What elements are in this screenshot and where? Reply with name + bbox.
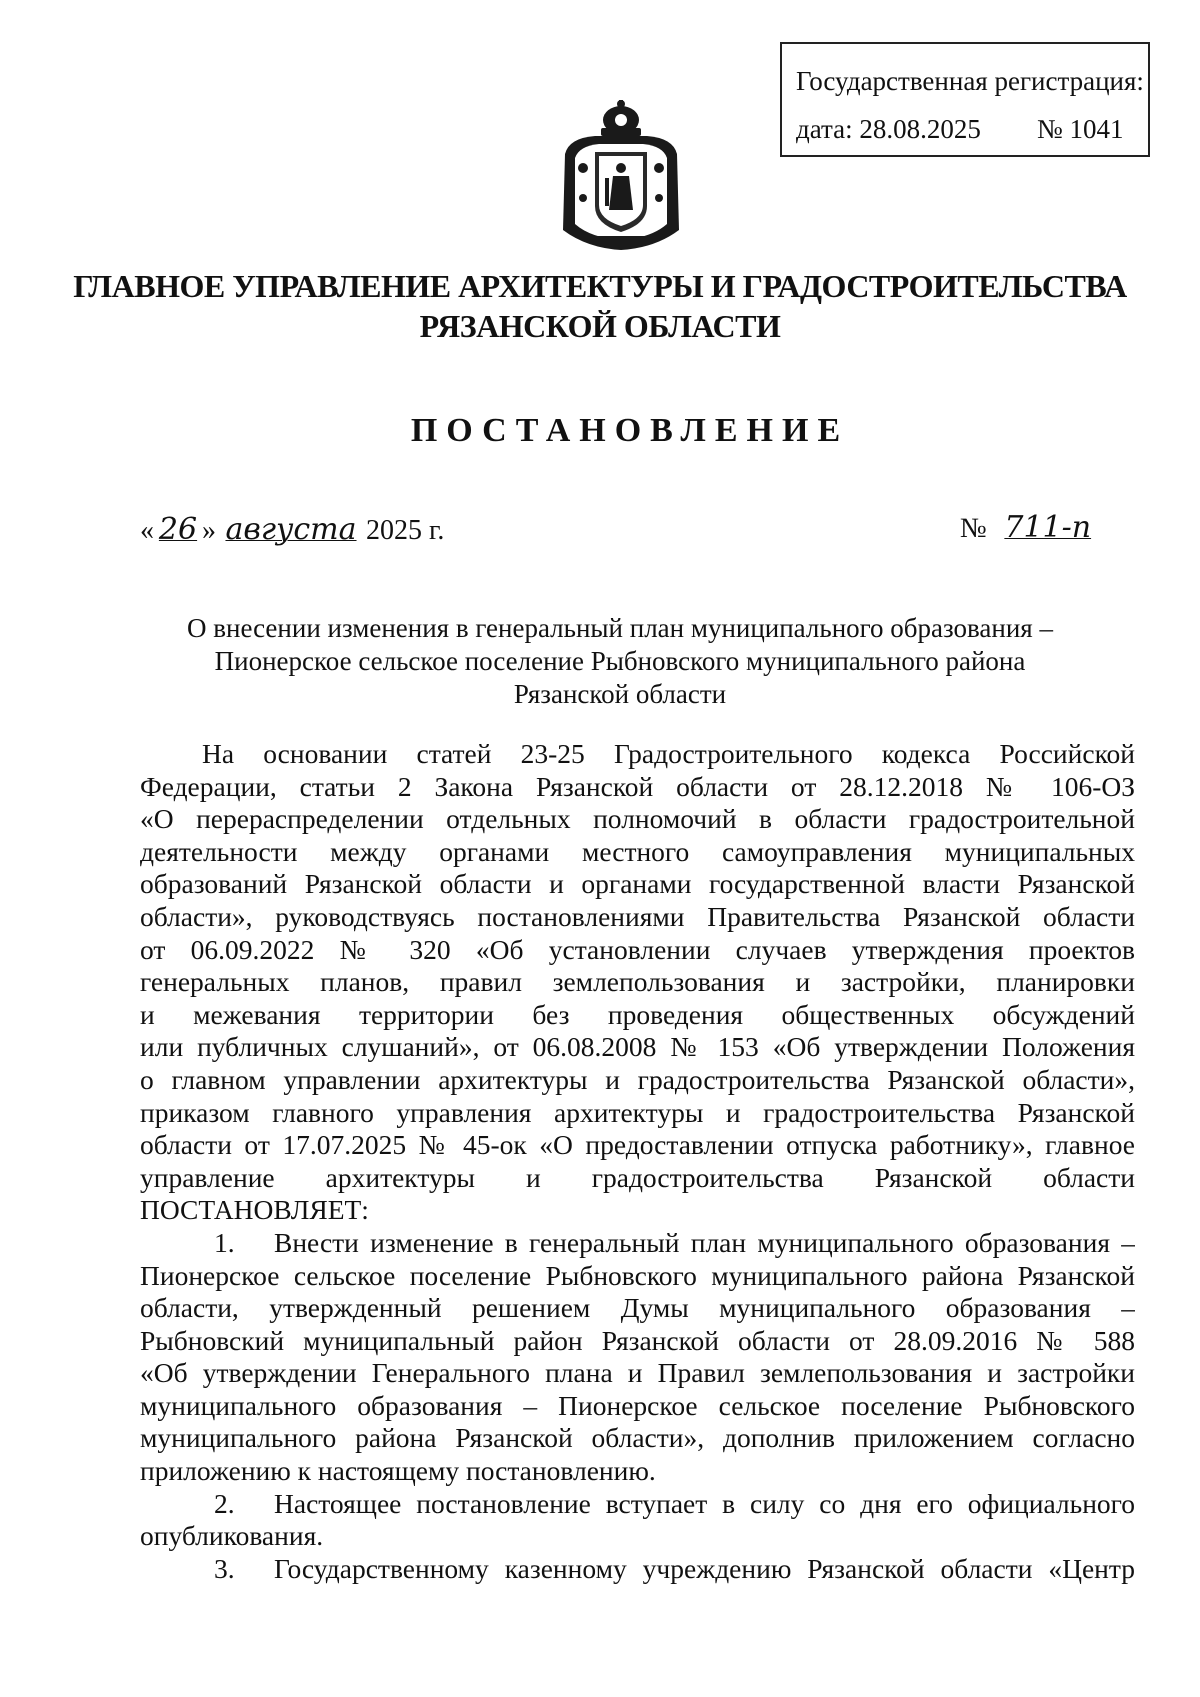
item-2-first-line <box>140 1488 1135 1521</box>
body-line: «Об утверждении Генерального плана и Правил землепользования и застройки <box>140 1357 1135 1389</box>
item-number: 1. <box>214 1226 235 1258</box>
body-line: управление архитектуры и градостроительства Рязанской области <box>140 1161 1135 1193</box>
registration-date: дата: 28.08.2025 <box>796 114 981 144</box>
document-type: ПОСТАНОВЛЕНИЕ <box>410 412 850 449</box>
handwritten-day: 26 <box>158 512 198 547</box>
body-line: На основании статей 23-25 Градостроительного кодекса Российской <box>202 738 1135 769</box>
document-body <box>140 738 1135 1585</box>
document-subject <box>120 612 1120 711</box>
item-text: Настоящее постановление вступает в силу со дня его официального <box>274 1487 1135 1519</box>
registration-title: Государственная регистрация: <box>796 66 1144 96</box>
organization-title-line-2: РЯЗАНСКОЙ ОБЛАСТИ <box>419 308 781 344</box>
item-text: Внести изменение в генеральный план муниципального образования – <box>274 1226 1135 1258</box>
body-line: приложению к настоящему постановлению. <box>140 1455 656 1487</box>
state-registration-stamp <box>780 42 1150 157</box>
body-line: Рыбновский муниципальный район Рязанской области от 28.09.2016 № 588 <box>140 1324 1135 1356</box>
number-label: № <box>960 513 987 544</box>
subject-line: О внесении изменения в генеральный план муниципального образования – <box>187 613 1053 643</box>
body-line: или публичных слушаний», от 06.08.2008 № 153 «Об утверждении Положения <box>140 1031 1135 1063</box>
date-open-quote: « <box>140 515 154 546</box>
body-line: приказом главного управления архитектуры и градостроительства Рязанской <box>140 1096 1135 1128</box>
organization-title-line-1: ГЛАВНОЕ УПРАВЛЕНИЕ АРХИТЕКТУРЫ И ГРАДОСТРОИТЕЛЬСТВА <box>73 268 1127 304</box>
document-date <box>140 512 444 547</box>
date-year: 2025 г. <box>366 515 445 546</box>
decree-word: ПОСТАНОВЛЯЕТ: <box>140 1194 369 1226</box>
registration-number: № 1041 <box>1037 114 1124 144</box>
handwritten-number: 711-п <box>1004 510 1092 545</box>
body-line: «О перераспределении отдельных полномочий в области градостроительной <box>140 803 1135 835</box>
body-line: деятельности между органами местного самоуправления муниципальных <box>140 835 1135 867</box>
item-text: Государственному казенному учреждению Рязанской области «Центр <box>274 1552 1135 1584</box>
item-number: 2. <box>214 1487 235 1519</box>
body-line: опубликования. <box>140 1520 324 1552</box>
subject-line: Пионерское сельское поселение Рыбновского муниципального района <box>214 646 1026 676</box>
body-line: области», руководствуясь постановлениями Правительства Рязанской области <box>140 900 1135 932</box>
item-number: 3. <box>214 1552 235 1584</box>
body-line: области от 17.07.2025 № 45-ок «О предоставлении отпуска работнику», главное <box>140 1129 1135 1161</box>
ryazan-coat-of-arms-icon <box>555 98 687 256</box>
body-line: области, утвержденный решением Думы муниципального образования – <box>140 1292 1135 1324</box>
body-line: муниципального района Рязанской области», дополнив приложением согласно <box>140 1422 1135 1454</box>
body-line: и межевания территории без проведения общественных обсуждений <box>140 998 1135 1030</box>
body-line: Пионерское сельское поселение Рыбновского муниципального района Рязанской <box>140 1259 1135 1291</box>
body-line: Федерации, статьи 2 Закона Рязанской области от 28.12.2018 № 106-ОЗ <box>140 770 1135 802</box>
document-number <box>960 510 1103 545</box>
body-line: от 06.09.2022 № 320 «Об установлении случаев утверждения проектов <box>140 933 1135 965</box>
item-1-first-line <box>140 1227 1135 1260</box>
body-line: генеральных планов, правил землепользования и застройки, планировки <box>140 966 1135 998</box>
body-line: образований Рязанской области и органами государственной власти Рязанской <box>140 868 1135 900</box>
date-close-quote: » <box>202 515 216 546</box>
body-line: о главном управлении архитектуры и градостроительства Рязанской области», <box>140 1063 1135 1095</box>
body-line: муниципального образования – Пионерское сельское поселение Рыбновского <box>140 1389 1135 1421</box>
item-3-first-line <box>140 1553 1135 1586</box>
subject-line: Рязанской области <box>513 679 727 709</box>
handwritten-month: августа <box>225 512 357 547</box>
